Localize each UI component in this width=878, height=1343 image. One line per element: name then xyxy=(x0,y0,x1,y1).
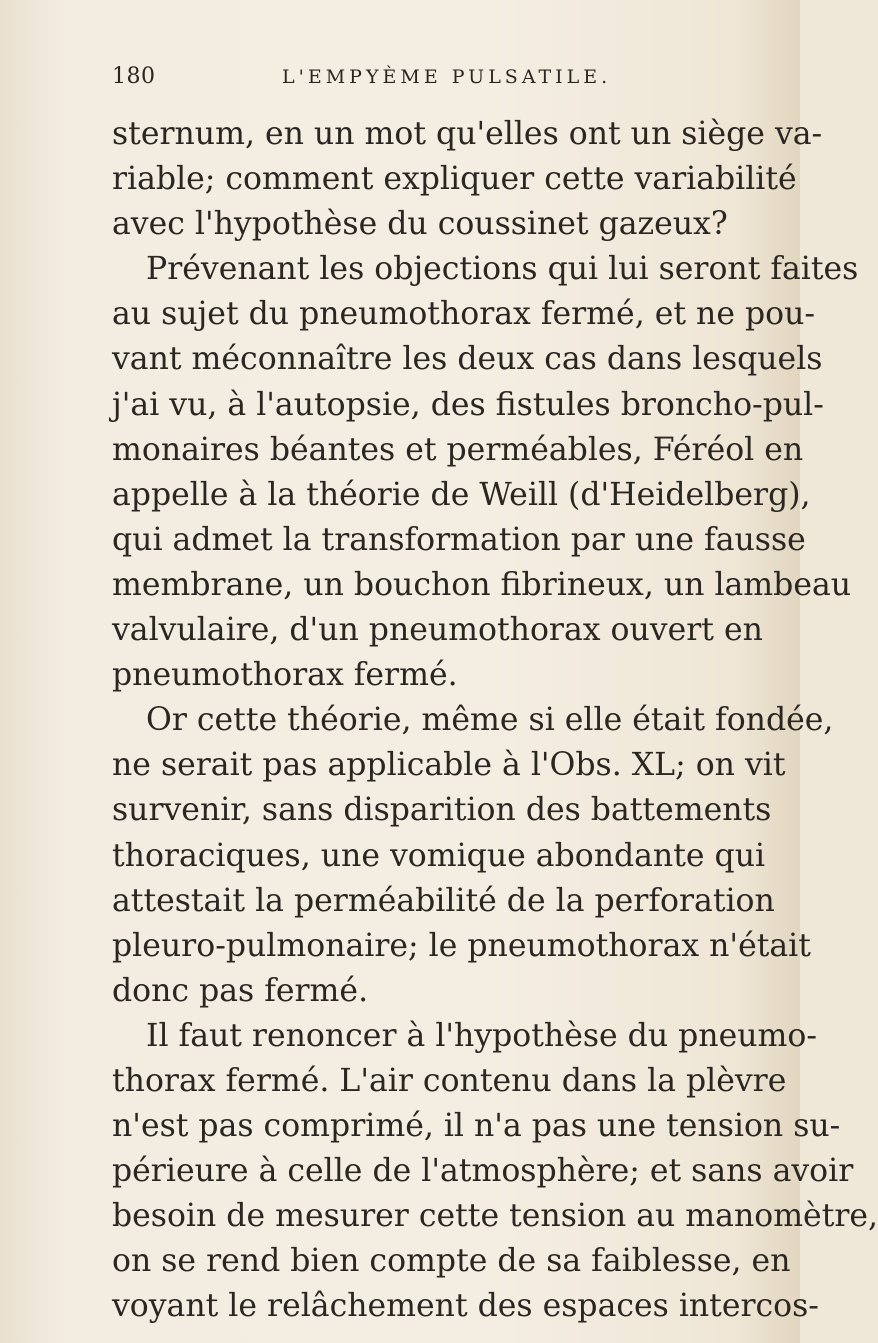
page-header xyxy=(112,64,722,100)
text-line: survenir, sans disparition des battements xyxy=(112,792,772,829)
text-line: on se rend bien compte de sa faiblesse, en xyxy=(112,1243,791,1280)
text-line: riable; comment expliquer cette variabilité xyxy=(112,161,797,198)
text-line: appelle à la théorie de Weill (d'Heidelberg), xyxy=(112,476,811,513)
running-title: L'EMPYÈME PULSATILE. xyxy=(282,66,612,88)
text-line: thoraciques, une vomique abondante qui xyxy=(112,837,766,874)
text-line: membrane, un bouchon fibrineux, un lambeau xyxy=(112,566,852,603)
page-number: 180 xyxy=(112,64,156,89)
text-line: sternum, en un mot qu'elles ont un siège va- xyxy=(112,116,823,152)
text-line: j'ai vu, à l'autopsie, des fistules broncho-pul- xyxy=(112,386,824,423)
text-line: valvulaire, d'un pneumothorax ouvert en xyxy=(112,612,763,649)
text-line: qui admet la transformation par une fausse xyxy=(112,521,806,558)
text-line: attestait la perméabilité de la perforation xyxy=(112,882,775,919)
text-line: pleuro-pulmonaire; le pneumothorax n'était xyxy=(112,927,811,964)
text-line: voyant le relâchement des espaces intercos- xyxy=(112,1288,819,1325)
text-line: ne serait pas applicable à l'Obs. XL; on vit xyxy=(112,747,786,784)
text-line: au sujet du pneumothorax fermé, et ne pou- xyxy=(112,296,816,333)
text-line: besoin de mesurer cette tension au manomètre, xyxy=(112,1198,878,1235)
text-line: donc pas fermé. xyxy=(112,972,369,1009)
text-line: périeure à celle de l'atmosphère; et sans avoir xyxy=(112,1153,854,1190)
text-line: Or cette théorie, même si elle était fondée, xyxy=(146,702,834,739)
text-line: Prévenant les objections qui lui seront faites xyxy=(146,251,859,288)
text-line: Il faut renoncer à l'hypothèse du pneumo- xyxy=(146,1017,817,1054)
text-line: vant méconnaître les deux cas dans lesquels xyxy=(112,341,823,378)
text-line: avec l'hypothèse du coussinet gazeux? xyxy=(112,206,728,243)
text-line: n'est pas comprimé, il n'a pas une tension su- xyxy=(112,1108,841,1145)
text-line: monaires béantes et perméables, Féréol en xyxy=(112,431,804,468)
text-line: pneumothorax fermé. xyxy=(112,657,458,694)
body-text xyxy=(112,112,878,1330)
text-line: thorax fermé. L'air contenu dans la plèvre xyxy=(112,1062,787,1099)
